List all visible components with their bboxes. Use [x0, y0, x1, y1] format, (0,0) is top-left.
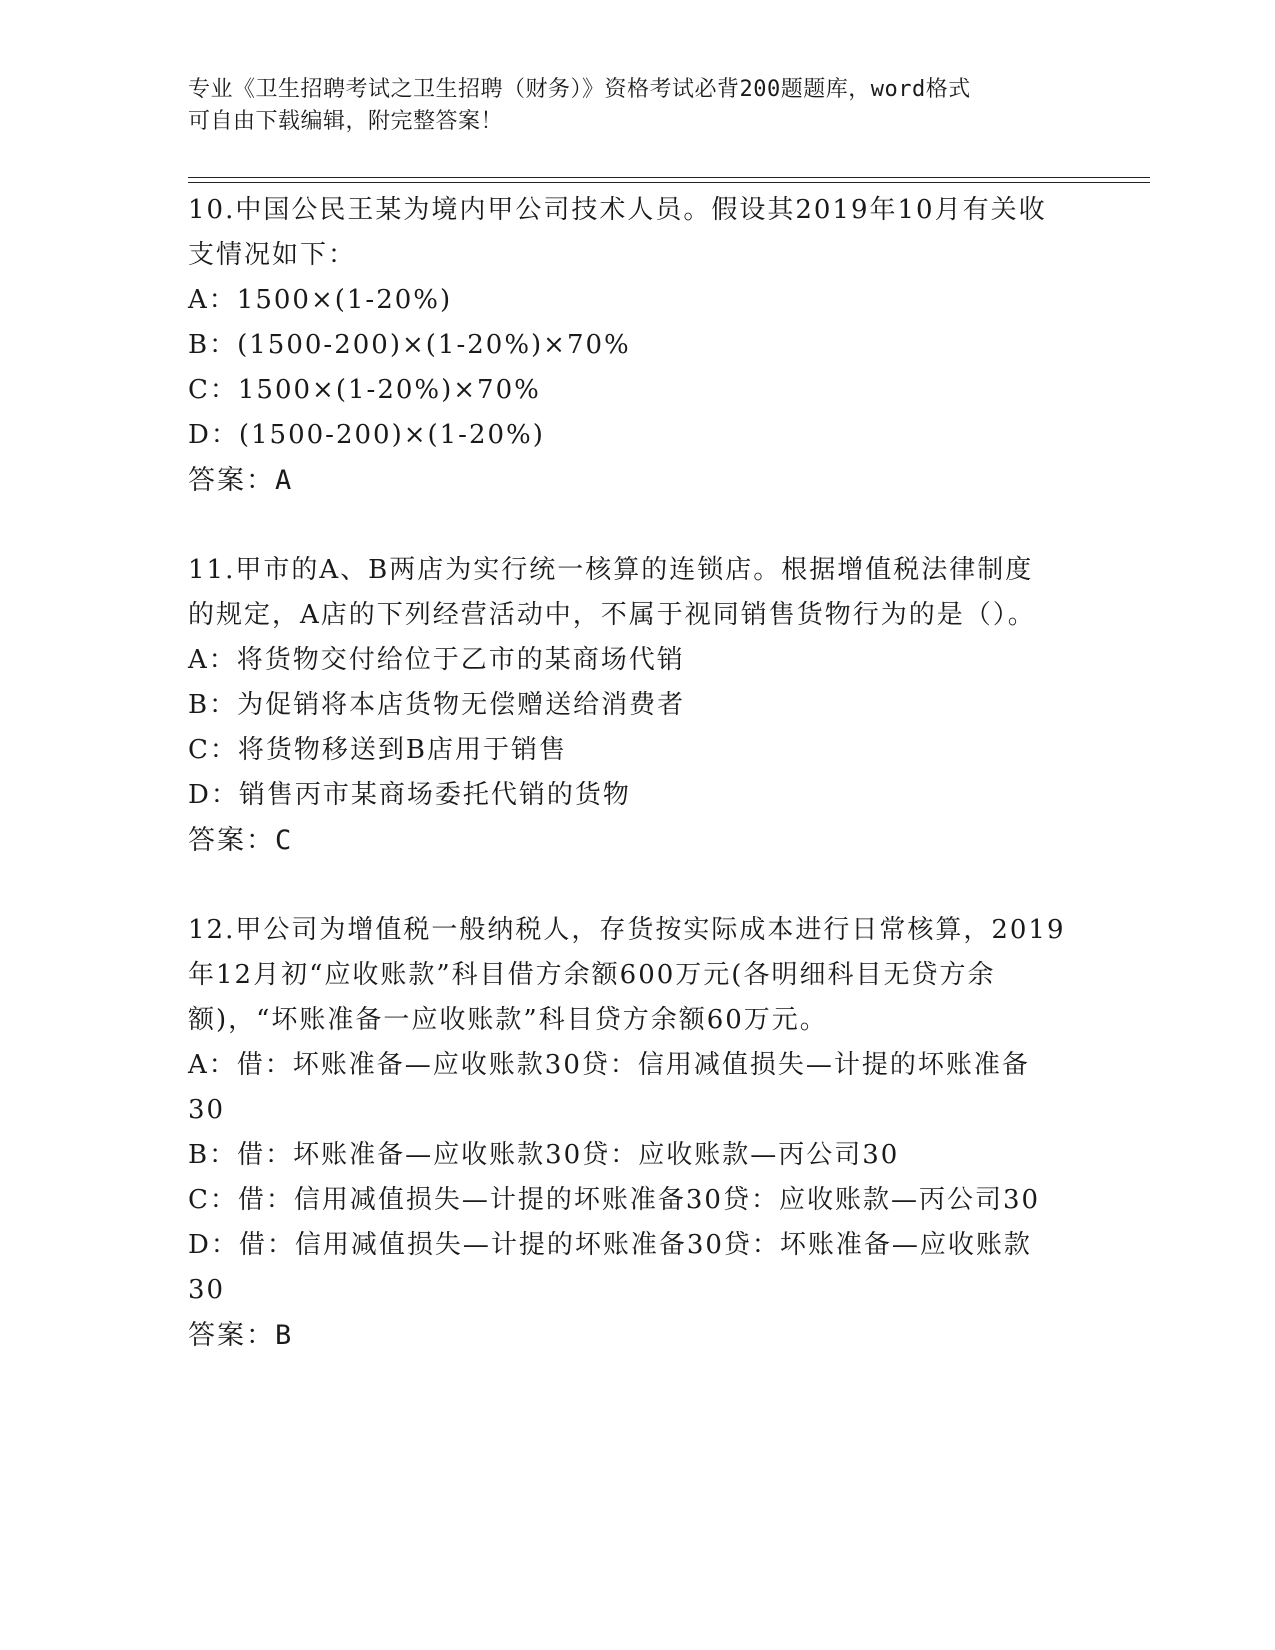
option-b: B：为促销将本店货物无偿赠送给消费者 [188, 690, 686, 720]
question-stem-line: 年12月初“应收账款”科目借方余额600万元(各明细科目无贷方余 [188, 960, 996, 990]
option-d: D：销售丙市某商场委托代销的货物 [188, 780, 631, 810]
question-12 [188, 908, 1088, 1358]
question-stem-line: 12.甲公司为增值税一般纳税人，存货按实际成本进行日常核算，2019 [188, 915, 1066, 945]
question-stem-line: 10.中国公民王某为境内甲公司技术人员。假设其2019年10月有关收 [188, 195, 1047, 225]
option-d: D：借：信用减值损失—计提的坏账准备30贷：坏账准备—应收账款 [188, 1230, 1032, 1260]
option-a: A：借：坏账准备—应收账款30贷：信用减值损失—计提的坏账准备 [188, 1050, 1030, 1080]
question-10 [188, 188, 1088, 503]
answer-label: 答案：C [188, 825, 294, 856]
document-header [188, 74, 1068, 138]
option-a: A：将货物交付给位于乙市的某商场代销 [188, 645, 685, 675]
option-c: C：将货物移送到B店用于销售 [188, 735, 568, 765]
question-list [188, 188, 1088, 1403]
header-divider-top [188, 177, 1150, 178]
option-d-continued: 30 [188, 1275, 226, 1305]
option-b: B：借：坏账准备—应收账款30贷：应收账款—丙公司30 [188, 1140, 900, 1170]
question-11 [188, 548, 1088, 863]
header-divider-bottom [188, 182, 1150, 183]
question-stem-line: 支情况如下： [188, 240, 357, 270]
header-line-2: 可自由下载编辑，附完整答案！ [188, 109, 504, 134]
option-c: C：借：信用减值损失—计提的坏账准备30贷：应收账款—丙公司30 [188, 1185, 1041, 1215]
answer-label: 答案：A [188, 465, 294, 496]
question-stem-line: 11.甲市的A、B两店为实行统一核算的连锁店。根据增值税法律制度 [188, 555, 1034, 585]
option-a: A：1500×(1-20%) [188, 285, 453, 315]
option-d: D：(1500-200)×(1-20%) [188, 420, 545, 450]
question-stem-line: 额)，“坏账准备一应收账款”科目贷方余额60万元。 [188, 1005, 828, 1035]
option-c: C：1500×(1-20%)×70% [188, 375, 541, 405]
question-stem-line: 的规定，A店的下列经营活动中，不属于视同销售货物行为的是（）。 [188, 600, 1036, 630]
answer-label: 答案：B [188, 1320, 294, 1351]
option-a-continued: 30 [188, 1095, 226, 1125]
option-b: B：(1500-200)×(1-20%)×70% [188, 330, 631, 360]
header-line-1: 专业《卫生招聘考试之卫生招聘（财务）》资格考试必背200题题库，word格式 [188, 77, 971, 102]
